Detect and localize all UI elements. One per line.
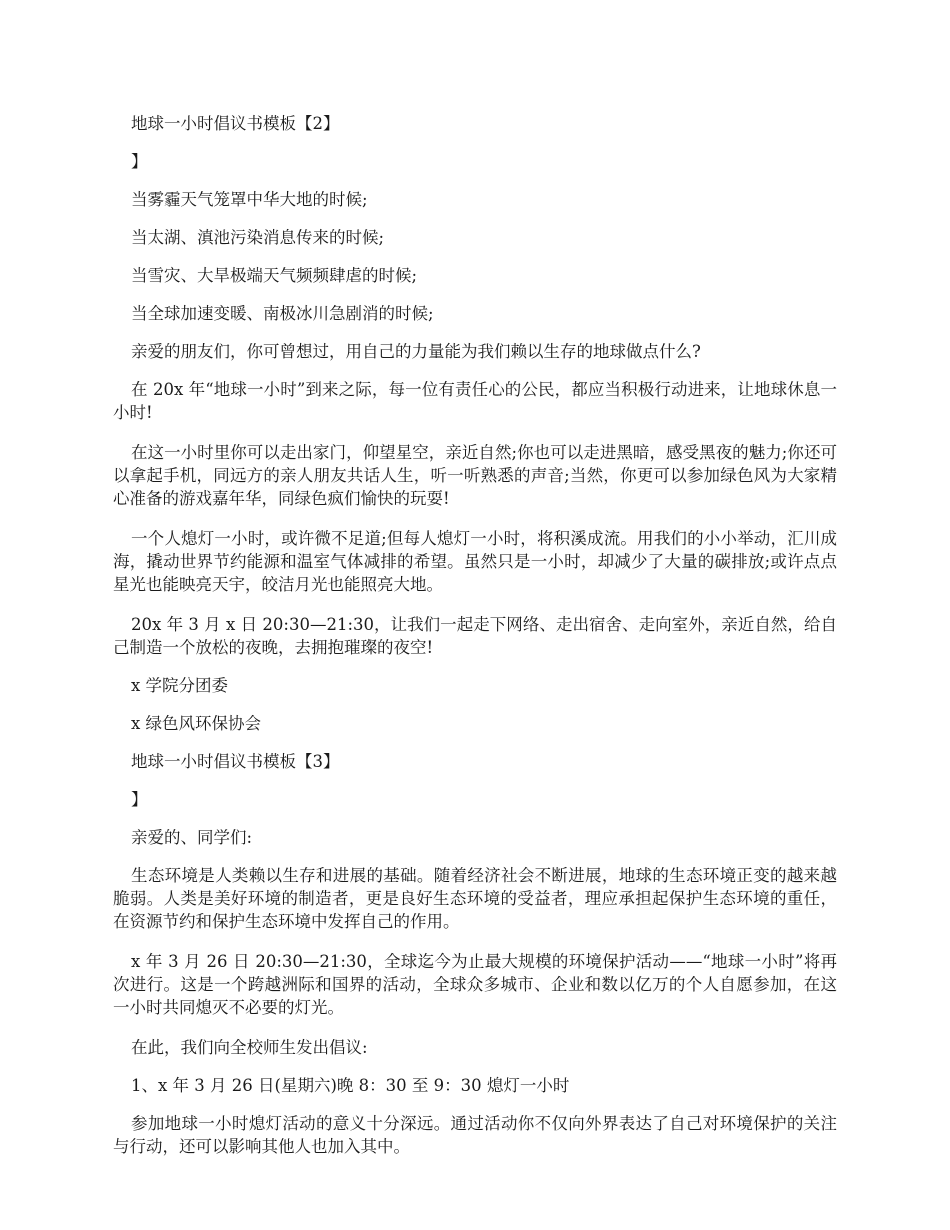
paragraph: 当雾霾天气笼罩中华大地的时候; — [131, 190, 368, 209]
paragraph: 亲爱的朋友们，你可曾想过，用自己的力量能为我们赖以生存的地球做点什么? — [131, 342, 701, 361]
paragraph: 在这一小时里你可以走出家门，仰望星空，亲近自然;你也可以走进黑暗，感受黑夜的魅力;你还可以拿起手机，同远方的亲人朋友共话人生，听一听熟悉的声音;当然，你更可以参加绿色风为大家精心准备的游戏嘉年华，同绿色疯们愉快的玩耍! — [113, 443, 837, 508]
paragraph: 在此，我们向全校师生发出倡议: — [131, 1038, 368, 1057]
paragraph: 生态环境是人类赖以生存和进展的基础。随着经济社会不断进展，地球的生态环境正变的越来越脆弱。人类是美好环境的制造者，更是良好生态环境的受益者，理应承担起保护生态环境的重任，在资源节约和保护生态环境中发挥自己的作用。 — [113, 866, 837, 931]
paragraph: 在 20x 年“地球一小时”到来之际，每一位有责任心的公民，都应当积极行动进来，让地球休息一小时! — [113, 380, 837, 422]
paragraph: 一个人熄灯一小时，或许微不足道;但每人熄灯一小时，将积溪成流。用我们的小小举动，汇川成海，撬动世界节约能源和温室气体减排的希望。虽然只是一小时，却减少了大量的碳排放;或许点点星光也能映亮天宇，皎洁月光也能照亮大地。 — [113, 529, 837, 594]
signature-line: x 绿色风环保协会 — [131, 714, 262, 733]
list-item: 1、x 年 3 月 26 日(星期六)晚 8：30 至 9：30 熄灯一小时 — [131, 1076, 570, 1095]
section-title-2: 地球一小时倡议书模板【2】 — [131, 114, 340, 133]
signature-line: x 学院分团委 — [131, 676, 229, 695]
paragraph: 20x 年 3 月 x 日 20:30—21:30，让我们一起走下网络、走出宿舍、走向室外，亲近自然，给自己制造一个放松的夜晚，去拥抱璀璨的夜空! — [113, 615, 837, 657]
section-title-3: 地球一小时倡议书模板【3】 — [131, 752, 340, 771]
document-body — [113, 112, 837, 1173]
salutation: 亲爱的、同学们: — [131, 828, 253, 847]
paragraph: 当雪灾、大旱极端天气频频肆虐的时候; — [131, 266, 418, 285]
paragraph: 当全球加速变暖、南极冰川急剧消的时候; — [131, 304, 434, 323]
paragraph: 当太湖、滇池污染消息传来的时候; — [131, 228, 385, 247]
bracket-line: 】 — [131, 790, 148, 809]
paragraph: x 年 3 月 26 日 20:30—21:30，全球迄今为止最大规模的环境保护活动——“地球一小时”将再次进行。这是一个跨越洲际和国界的活动，全球众多城市、企业和数以亿万的个人自愿参加，在这一小时共同熄灭不必要的灯光。 — [113, 952, 837, 1017]
paragraph: 参加地球一小时熄灯活动的意义十分深远。通过活动你不仅向外界表达了自己对环境保护的关注与行动，还可以影响其他人也加入其中。 — [113, 1114, 837, 1156]
bracket-line: 】 — [131, 152, 148, 171]
